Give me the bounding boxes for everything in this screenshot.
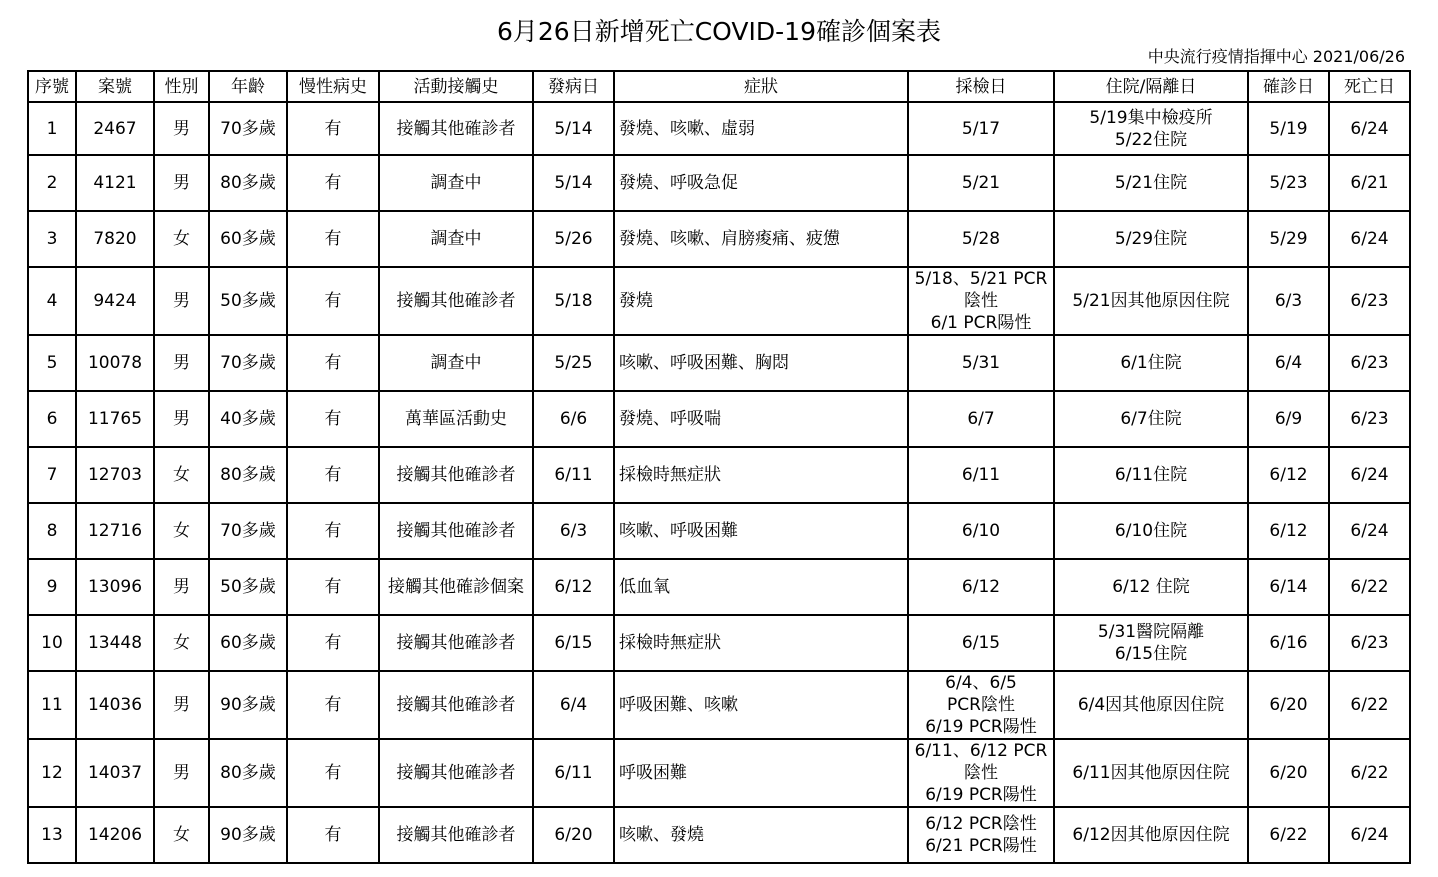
column-header-symptoms: 症狀 [614,71,908,102]
cell-case-no: 14037 [76,739,154,807]
cell-symptoms: 發燒 [614,267,908,335]
cell-age: 40多歲 [209,391,287,447]
cell-sample: 6/7 [908,391,1054,447]
cell-contact: 接觸其他確診者 [379,447,533,503]
cell-confirmed: 5/29 [1248,211,1329,267]
cell-sample: 5/17 [908,102,1054,155]
cell-case-no: 2467 [76,102,154,155]
cell-onset: 6/6 [533,391,614,447]
table-row [28,503,1410,559]
cell-chronic: 有 [287,503,379,559]
cell-chronic: 有 [287,739,379,807]
cell-sex: 男 [154,155,209,211]
cell-chronic: 有 [287,155,379,211]
cell-chronic: 有 [287,391,379,447]
cell-case-no: 10078 [76,335,154,391]
cell-contact: 接觸其他確診個案 [379,559,533,615]
cell-contact: 接觸其他確診者 [379,503,533,559]
cell-seq: 5 [28,335,76,391]
cell-sex: 男 [154,267,209,335]
cell-confirmed: 6/9 [1248,391,1329,447]
cell-admission: 6/12因其他原因住院 [1054,807,1248,863]
cell-onset: 6/11 [533,739,614,807]
cell-age: 80多歲 [209,739,287,807]
cell-sample: 6/12 [908,559,1054,615]
cell-age: 50多歲 [209,559,287,615]
cell-chronic: 有 [287,447,379,503]
table-row [28,559,1410,615]
page-title: 6月26日新增死亡COVID-19確診個案表 [497,17,941,46]
cell-sex: 女 [154,447,209,503]
column-header-confirmed: 確診日 [1248,71,1329,102]
table-row [28,211,1410,267]
cell-seq: 8 [28,503,76,559]
cell-chronic: 有 [287,211,379,267]
cell-onset: 5/14 [533,155,614,211]
cell-chronic: 有 [287,102,379,155]
cell-symptoms: 呼吸困難 [614,739,908,807]
cell-sex: 男 [154,739,209,807]
cell-onset: 6/20 [533,807,614,863]
cell-seq: 10 [28,615,76,671]
cell-sample: 6/10 [908,503,1054,559]
cell-contact: 調查中 [379,335,533,391]
cell-admission: 6/1住院 [1054,335,1248,391]
cell-age: 50多歲 [209,267,287,335]
cell-confirmed: 6/16 [1248,615,1329,671]
cell-sex: 女 [154,615,209,671]
cell-age: 90多歲 [209,807,287,863]
cell-age: 70多歲 [209,503,287,559]
cell-admission: 6/11因其他原因住院 [1054,739,1248,807]
cell-symptoms: 發燒、咳嗽、肩膀痠痛、疲憊 [614,211,908,267]
cell-death: 6/23 [1329,267,1410,335]
cell-contact: 接觸其他確診者 [379,739,533,807]
column-header-contact: 活動接觸史 [379,71,533,102]
cell-sex: 女 [154,211,209,267]
cell-admission: 6/4因其他原因住院 [1054,671,1248,739]
source-date: 中央流行疫情指揮中心 2021/06/26 [1147,47,1405,66]
cell-admission: 6/10住院 [1054,503,1248,559]
table-row [28,335,1410,391]
table-row [28,102,1410,155]
cell-death: 6/22 [1329,671,1410,739]
cell-symptoms: 發燒、咳嗽、虛弱 [614,102,908,155]
column-header-chronic: 慢性病史 [287,71,379,102]
cell-seq: 6 [28,391,76,447]
cell-chronic: 有 [287,559,379,615]
cell-case-no: 13448 [76,615,154,671]
cell-symptoms: 咳嗽、呼吸困難 [614,503,908,559]
cell-age: 80多歲 [209,447,287,503]
cell-case-no: 7820 [76,211,154,267]
cell-admission: 6/12 住院 [1054,559,1248,615]
cell-sex: 男 [154,391,209,447]
cell-case-no: 13096 [76,559,154,615]
cell-chronic: 有 [287,615,379,671]
table-row [28,391,1410,447]
cell-seq: 13 [28,807,76,863]
cell-death: 6/24 [1329,807,1410,863]
cell-age: 60多歲 [209,615,287,671]
cell-death: 6/24 [1329,102,1410,155]
cell-symptoms: 咳嗽、發燒 [614,807,908,863]
cell-sex: 男 [154,102,209,155]
cell-symptoms: 採檢時無症狀 [614,447,908,503]
cell-death: 6/23 [1329,615,1410,671]
cell-symptoms: 發燒、呼吸喘 [614,391,908,447]
cell-death: 6/22 [1329,559,1410,615]
cell-sample: 6/11 [908,447,1054,503]
cell-contact: 調查中 [379,155,533,211]
cell-confirmed: 6/20 [1248,671,1329,739]
cell-age: 70多歲 [209,335,287,391]
cell-onset: 6/15 [533,615,614,671]
cell-contact: 接觸其他確診者 [379,807,533,863]
table-row [28,267,1410,335]
cell-admission: 6/7住院 [1054,391,1248,447]
column-header-sex: 性別 [154,71,209,102]
cell-contact: 接觸其他確診者 [379,615,533,671]
cell-death: 6/24 [1329,211,1410,267]
column-header-death: 死亡日 [1329,71,1410,102]
cell-confirmed: 6/20 [1248,739,1329,807]
cell-death: 6/21 [1329,155,1410,211]
cell-confirmed: 5/23 [1248,155,1329,211]
cell-admission: 5/21住院 [1054,155,1248,211]
table-header-row [28,71,1410,102]
table-row [28,671,1410,739]
cell-sample: 5/31 [908,335,1054,391]
cell-death: 6/24 [1329,503,1410,559]
cell-case-no: 12716 [76,503,154,559]
cell-age: 80多歲 [209,155,287,211]
cell-symptoms: 發燒、呼吸急促 [614,155,908,211]
cell-sample: 5/28 [908,211,1054,267]
cell-death: 6/23 [1329,391,1410,447]
cell-seq: 2 [28,155,76,211]
column-header-age: 年齡 [209,71,287,102]
cell-sample: 6/12 PCR陰性 6/21 PCR陽性 [908,807,1054,863]
cell-confirmed: 6/22 [1248,807,1329,863]
cell-confirmed: 5/19 [1248,102,1329,155]
cell-onset: 6/11 [533,447,614,503]
cell-confirmed: 6/14 [1248,559,1329,615]
cell-sex: 男 [154,335,209,391]
cell-chronic: 有 [287,267,379,335]
cell-sample: 5/18、5/21 PCR 陰性 6/1 PCR陽性 [908,267,1054,335]
cell-chronic: 有 [287,807,379,863]
cell-onset: 5/18 [533,267,614,335]
table-row [28,807,1410,863]
cell-onset: 6/4 [533,671,614,739]
cell-admission: 6/11住院 [1054,447,1248,503]
cell-confirmed: 6/12 [1248,447,1329,503]
cell-case-no: 9424 [76,267,154,335]
cell-seq: 7 [28,447,76,503]
column-header-onset: 發病日 [533,71,614,102]
cell-contact: 調查中 [379,211,533,267]
cell-admission: 5/21因其他原因住院 [1054,267,1248,335]
cell-case-no: 12703 [76,447,154,503]
cell-sex: 女 [154,807,209,863]
cell-onset: 5/14 [533,102,614,155]
cell-case-no: 4121 [76,155,154,211]
cell-contact: 接觸其他確診者 [379,267,533,335]
cell-admission: 5/19集中檢疫所 5/22住院 [1054,102,1248,155]
cell-sample: 6/4、6/5 PCR陰性 6/19 PCR陽性 [908,671,1054,739]
cell-sample: 6/11、6/12 PCR 陰性 6/19 PCR陽性 [908,739,1054,807]
cell-death: 6/24 [1329,447,1410,503]
cell-seq: 1 [28,102,76,155]
cell-seq: 11 [28,671,76,739]
cell-seq: 12 [28,739,76,807]
table-row [28,155,1410,211]
cell-seq: 3 [28,211,76,267]
death-cases-table [27,70,1411,864]
cell-onset: 6/12 [533,559,614,615]
cell-contact: 萬華區活動史 [379,391,533,447]
cell-sample: 6/15 [908,615,1054,671]
cell-case-no: 14206 [76,807,154,863]
cell-confirmed: 6/3 [1248,267,1329,335]
cell-case-no: 11765 [76,391,154,447]
cell-age: 90多歲 [209,671,287,739]
table-row [28,739,1410,807]
cell-chronic: 有 [287,671,379,739]
cell-chronic: 有 [287,335,379,391]
cell-contact: 接觸其他確診者 [379,671,533,739]
column-header-case-no: 案號 [76,71,154,102]
cell-death: 6/22 [1329,739,1410,807]
column-header-admission: 住院/隔離日 [1054,71,1248,102]
cell-admission: 5/29住院 [1054,211,1248,267]
cell-symptoms: 咳嗽、呼吸困難、胸悶 [614,335,908,391]
cell-death: 6/23 [1329,335,1410,391]
cell-seq: 4 [28,267,76,335]
cell-sex: 男 [154,559,209,615]
cell-case-no: 14036 [76,671,154,739]
table-row [28,615,1410,671]
cell-sex: 男 [154,671,209,739]
cell-onset: 5/25 [533,335,614,391]
cell-age: 70多歲 [209,102,287,155]
column-header-seq: 序號 [28,71,76,102]
cell-confirmed: 6/12 [1248,503,1329,559]
cell-symptoms: 採檢時無症狀 [614,615,908,671]
cell-contact: 接觸其他確診者 [379,102,533,155]
cell-sex: 女 [154,503,209,559]
cell-onset: 6/3 [533,503,614,559]
cell-symptoms: 呼吸困難、咳嗽 [614,671,908,739]
cell-admission: 5/31醫院隔離 6/15住院 [1054,615,1248,671]
cell-age: 60多歲 [209,211,287,267]
cell-onset: 5/26 [533,211,614,267]
cell-seq: 9 [28,559,76,615]
cell-confirmed: 6/4 [1248,335,1329,391]
table-row [28,447,1410,503]
cell-symptoms: 低血氧 [614,559,908,615]
column-header-sample: 採檢日 [908,71,1054,102]
cell-sample: 5/21 [908,155,1054,211]
